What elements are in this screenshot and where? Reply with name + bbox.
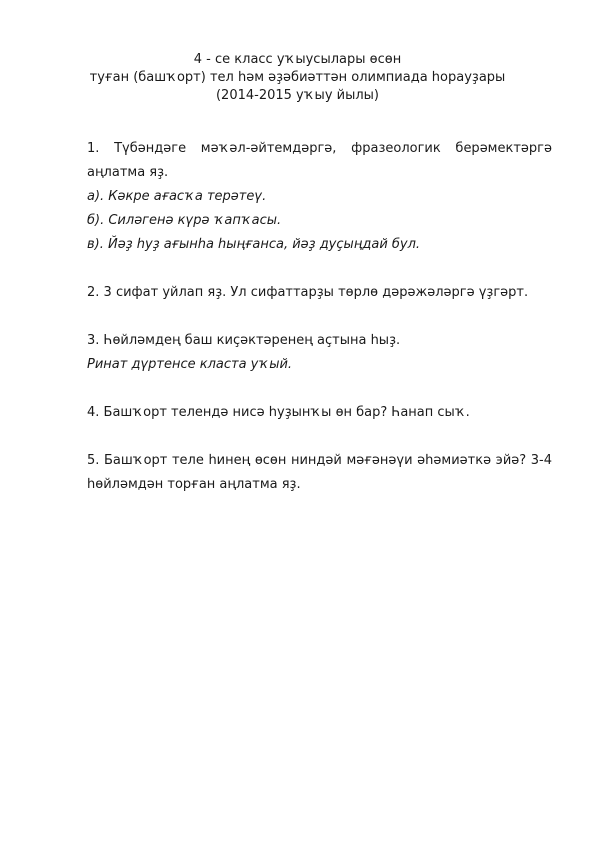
questions-list — [87, 137, 552, 497]
header-line-2: туған (башҡорт) тел һәм әҙәбиәттән олимпиада һорауҙары — [89, 70, 506, 85]
question-1-item-b: б). Силәгенә күрә ҡапҡасы. — [87, 213, 282, 228]
document-header — [60, 51, 535, 105]
question-5: 5. Башҡорт теле һинең өсөн ниндәй мәғәнәүи әһәмиәткә эйә? 3-4 һөйләмдән торған аңлатма яҙ. — [87, 453, 552, 492]
header-line-3: (2014-2015 уҡыу йылы) — [215, 88, 379, 103]
question-3-example: Ринат дүртенсе класта уҡый. — [87, 357, 293, 372]
spacer — [87, 257, 552, 281]
header-line-1: 4 - се класс уҡыусылары өсөн — [193, 52, 402, 67]
spacer — [87, 377, 552, 401]
question-1-item-a: а). Кәкре ағасҡа терәтеү. — [87, 189, 267, 204]
spacer — [87, 305, 552, 329]
question-2: 2. 3 сифат уйлап яҙ. Ул сифаттарҙы төрлө дәрәжәләргә үҙгәрт. — [87, 285, 529, 300]
spacer — [87, 425, 552, 449]
question-1-item-c: в). Йәҙ һуҙ ағынһа һыңғанса, йәҙ дуҫыңдай бул. — [87, 237, 421, 252]
question-4: 4. Башҡорт телендә нисә һуҙынҡы өн бар? Һанап сыҡ. — [87, 405, 470, 420]
question-1: 1. Түбәндәге мәҡәл-әйтемдәргә, фразеологик берәмектәргә аңлатма яҙ. — [87, 141, 552, 180]
question-3: 3. Һөйләмдең баш киҫәктәренең аҫтына һыҙ. — [87, 333, 401, 348]
